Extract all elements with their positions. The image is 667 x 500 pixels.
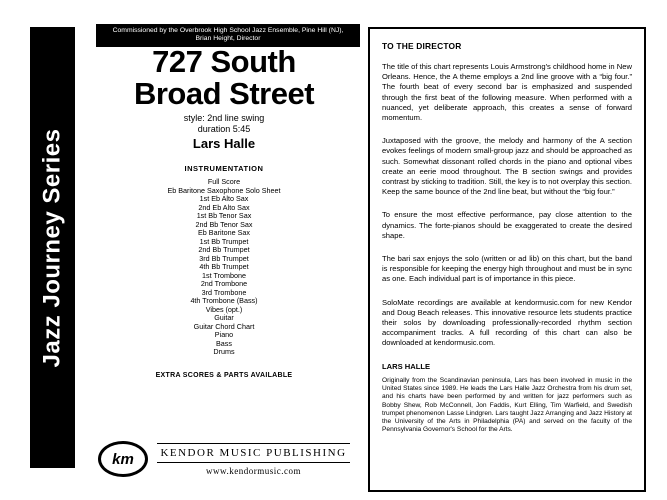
piece-title — [78, 46, 370, 110]
instrument-item: Piano — [214, 330, 234, 339]
instrument-item: Eb Baritone Sax — [198, 228, 250, 237]
instrument-item: 2nd Trombone — [200, 279, 248, 288]
instrument-item: Guitar Chord Chart — [193, 321, 255, 331]
commission-line-2: Brian Height, Director — [195, 35, 261, 43]
commission-line-1: Commissioned by the Overbrook High School Jazz Ensemble, Pine Hill (NJ), — [112, 27, 344, 34]
instrument-item: Drums — [213, 347, 235, 356]
instrument-item: Bass — [216, 338, 232, 348]
instrument-item: Guitar — [214, 313, 234, 322]
publisher-block — [98, 441, 350, 477]
director-notes-panel — [368, 27, 646, 492]
style-line: style: 2nd line swing — [183, 113, 265, 123]
director-heading: TO THE DIRECTOR — [382, 41, 462, 51]
instrument-item: 2nd Bb Trumpet — [198, 245, 250, 254]
publisher-website: www.kendormusic.com — [206, 465, 301, 476]
duration-line: duration 5:45 — [197, 124, 251, 134]
publisher-name: KENDOR MUSIC PUBLISHING — [157, 443, 350, 463]
instrument-item: 1st Trombone — [202, 270, 246, 280]
instrument-item: 1st Bb Trumpet — [199, 236, 249, 246]
instrument-item: 1st Eb Alto Sax — [199, 194, 249, 203]
instrument-item: 3rd Trombone — [201, 287, 247, 297]
composer-bio: Originally from the Scandinavian peninsula, Lars has been involved in music in the United States since 1989. He leads the Lars Halle Jazz Orchestra from his drum set, and his charts have been performed by and written for jazz performers such as Bobby Shew, Rob McConnell, Jon Faddis, Kurt Elling, Tim Warfield, and Swedish trumpet phenomenon Lasse Lindgren. Lars taught Jazz Arranging and Jazz History at the University of the Arts in Philadelphia (PA) and served on the faculty of the Pennsylvania Governor's School for the Arts. — [382, 376, 632, 434]
instrument-item: 1st Bb Tenor Sax — [196, 211, 252, 220]
kendor-logo-icon — [98, 441, 148, 477]
composer-name: Lars Halle — [192, 136, 256, 151]
director-paragraph: To ensure the most effective performance, pay close attention to the dynamics. The forte-pianos should be exaggerated to create the desired shape. — [382, 210, 632, 240]
series-banner — [30, 27, 75, 468]
instrument-item: 4th Trombone (Bass) — [190, 296, 258, 305]
director-paragraph: SoloMate recordings are available at kendormusic.com for new Kendor and Doug Beach releases. This innovative resource lets students practice their solos by downloading professionally-recorded rhythm section accompaniment tracks. A full recording of this chart can also be downloaded at kendormusic.com. — [382, 297, 632, 348]
extra-scores-note: EXTRA SCORES & PARTS AVAILABLE — [155, 372, 293, 379]
director-paragraph: The title of this chart represents Louis Armstrong's childhood home in New Orleans. Hence, the A theme employs a 2nd line groove with a “big four.” The fourth beat of every second bar is emphasized and suspended through the first beat of the following measure. When performed with a nuanced, yet deliberate approach, this creates a sense of forward momentum. — [382, 62, 632, 123]
publisher-text — [157, 443, 350, 476]
instrumentation-list — [78, 178, 370, 357]
director-paragraph: Juxtaposed with the groove, the melody and harmony of the A section evokes feelings of modern small-group jazz and should be approached as such. Somewhat dissonant rolled chords in the piano and optional vibes create an eerie mood throughout. The B section swings and provides contrast by sticking to tradition. Still, the key is to not overplay this section. Keep the same bounce of the 2nd line beat, but without the “big four.” — [382, 136, 632, 197]
series-title: Jazz Journey Series — [38, 128, 66, 367]
instrument-item: Full Score — [207, 177, 241, 186]
instrument-item: 2nd Eb Alto Sax — [198, 202, 250, 212]
style-duration — [78, 113, 370, 135]
instrumentation-heading: INSTRUMENTATION — [184, 164, 264, 173]
kendor-logo-text: km — [112, 450, 134, 468]
piece-title-line-2: Broad Street — [133, 76, 315, 111]
instrument-item: 4th Bb Trumpet — [199, 262, 249, 271]
instrument-item: 3rd Bb Trumpet — [199, 253, 249, 263]
instrument-item: Eb Baritone Saxophone Solo Sheet — [167, 185, 281, 195]
director-paragraph: The bari sax enjoys the solo (written or ad lib) on this chart, but the band is responsible for keeping the energy high throughout and must be in sync as one. Each individual part is of importance in this piece. — [382, 254, 632, 284]
instrument-item: 2nd Bb Tenor Sax — [195, 219, 253, 229]
bio-heading: LARS HALLE — [382, 361, 431, 371]
instrument-item: Vibes (opt.) — [205, 304, 243, 314]
piece-title-line-1: 727 South — [152, 44, 296, 79]
